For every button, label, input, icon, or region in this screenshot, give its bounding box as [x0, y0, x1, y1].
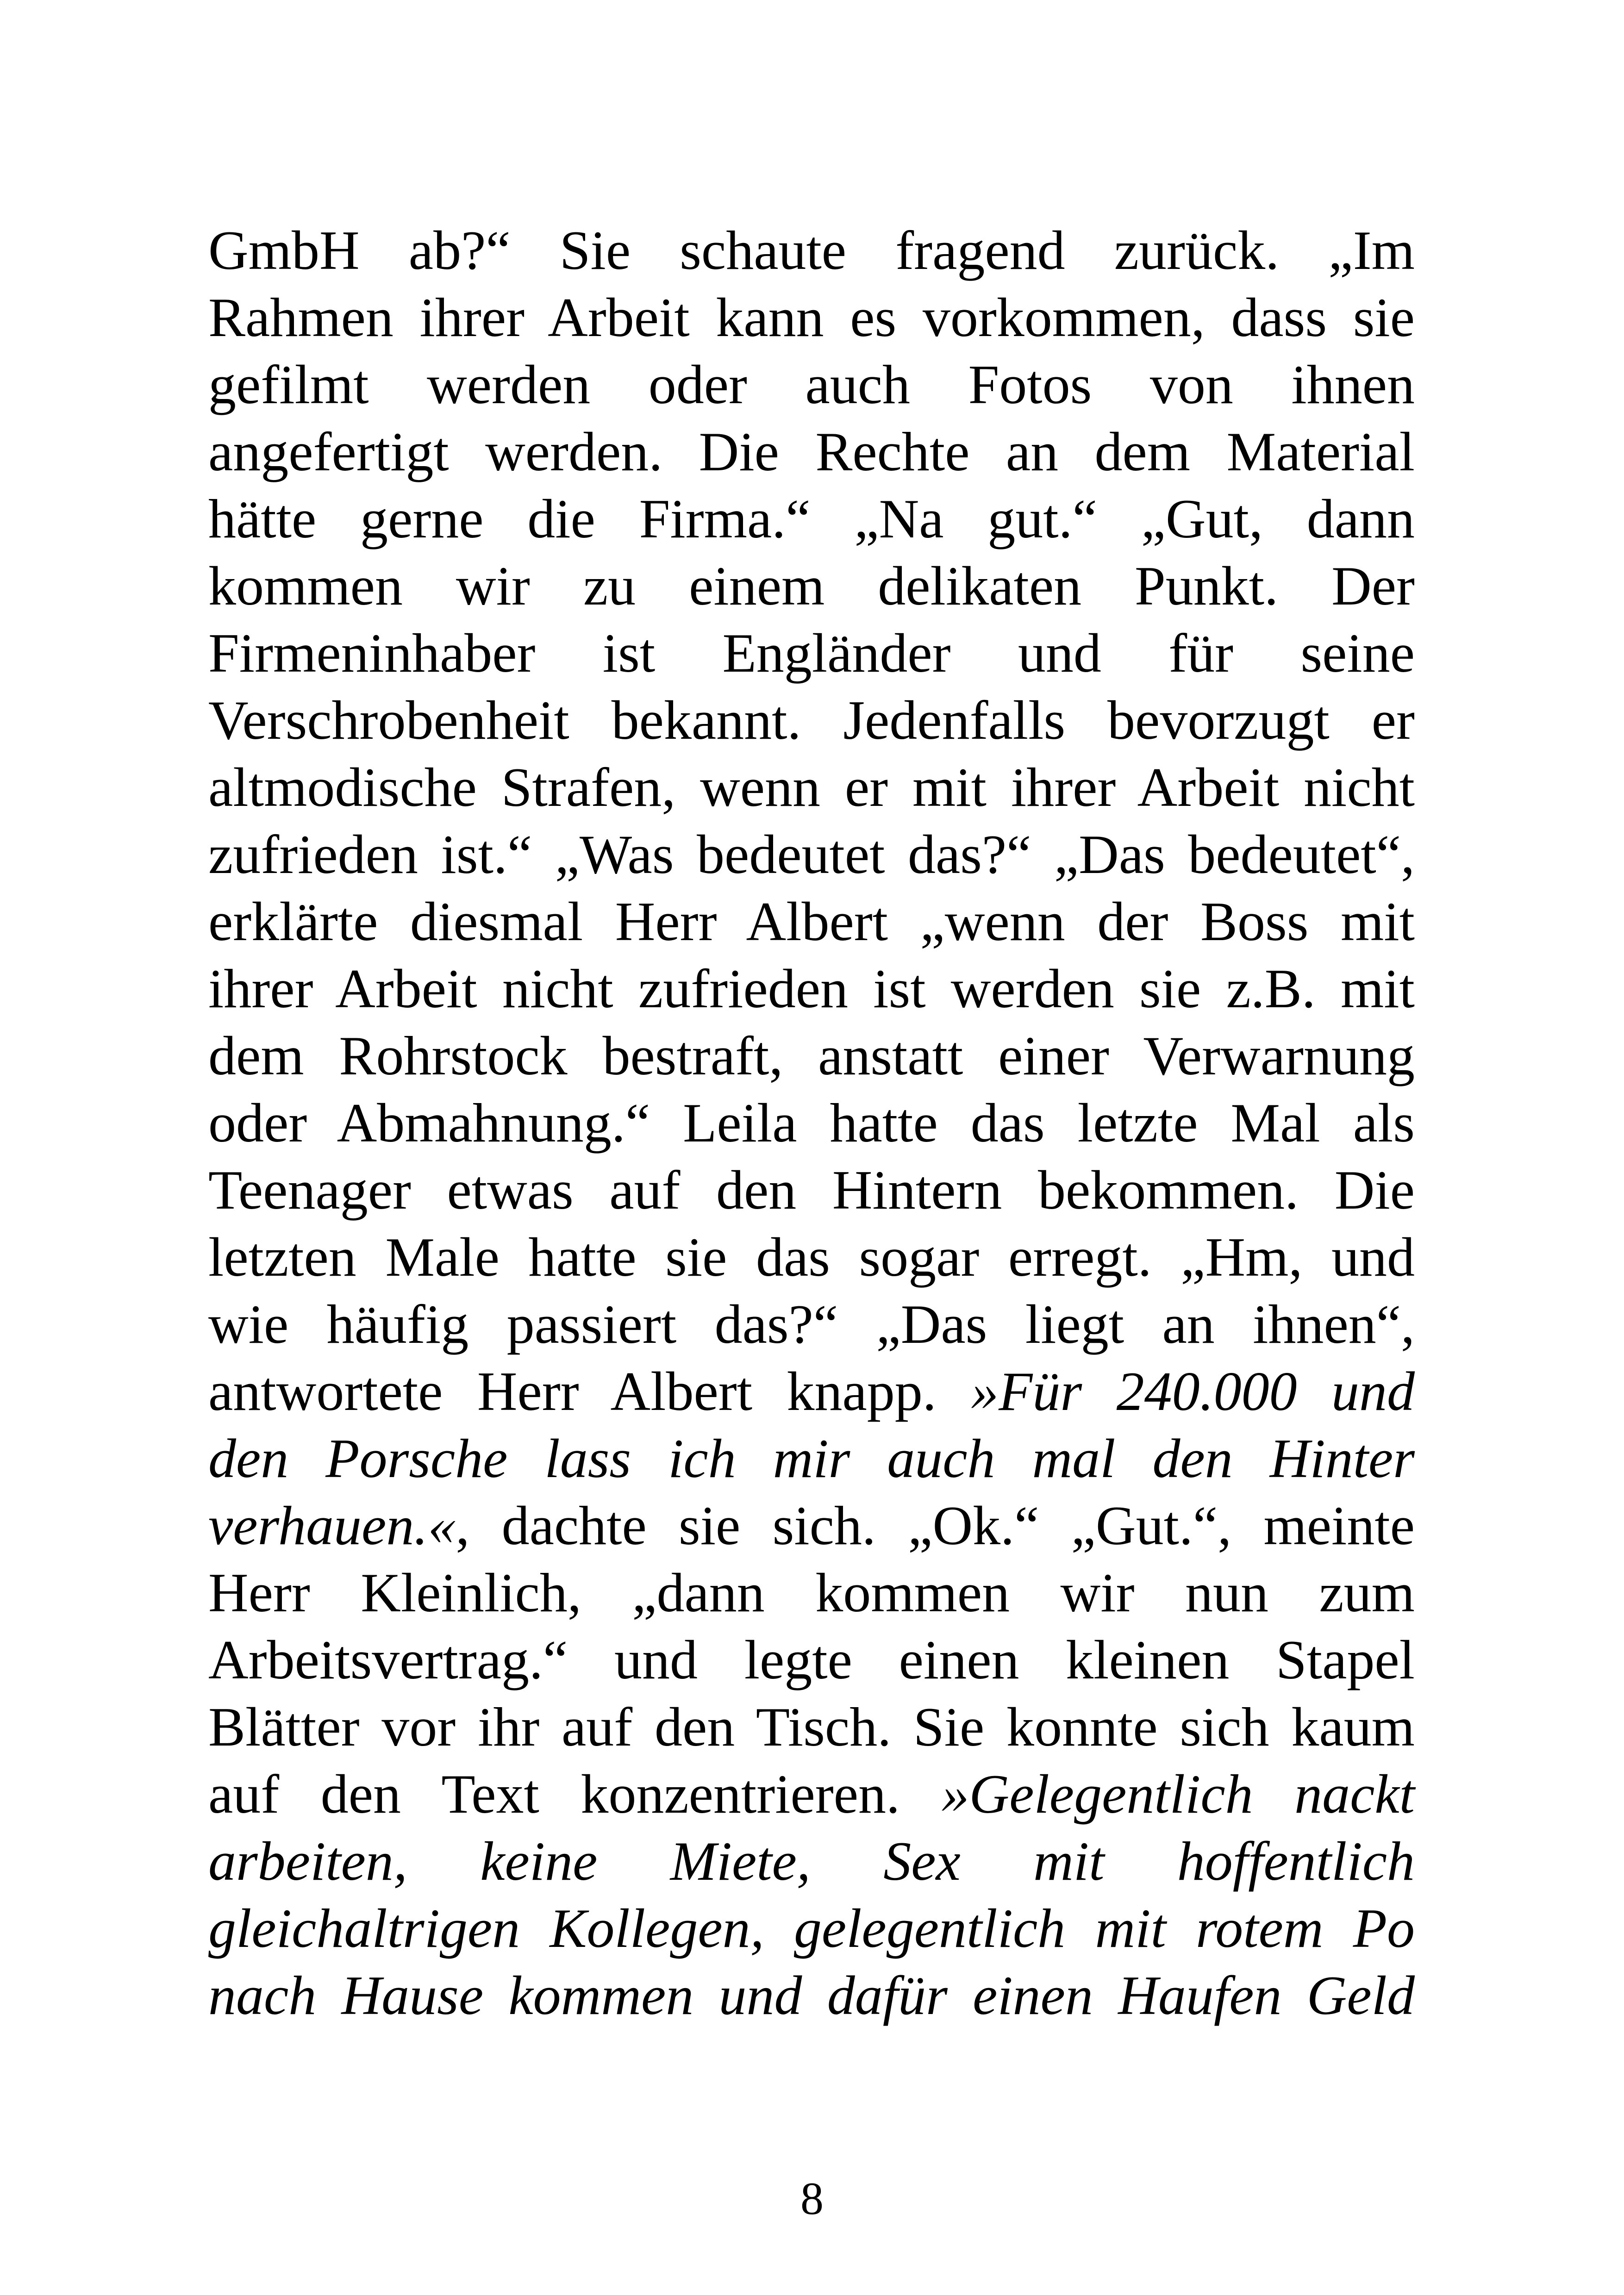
text-line [208, 284, 1415, 351]
text-line [208, 1760, 1415, 1827]
text-line [208, 1425, 1415, 1492]
text-segment: Arbeitsvertrag.“ und legte einen kleinen Stapel [208, 1629, 1415, 1690]
text-segment: erklärte diesmal Herr Albert „wenn der Boss mit [208, 891, 1415, 952]
text-line [208, 686, 1415, 754]
text-segment: letzten Male hatte sie das sogar erregt. „Hm, und [208, 1226, 1415, 1288]
text-line [208, 1492, 1415, 1559]
text-line [208, 821, 1415, 888]
italic-text-segment: »Gelegentlich nackt [941, 1763, 1415, 1825]
text-line [208, 1223, 1415, 1291]
text-line [208, 485, 1415, 552]
text-line [208, 1827, 1415, 1895]
text-line [208, 1626, 1415, 1693]
text-segment: gefilmt werden oder auch Fotos von ihnen [208, 354, 1415, 415]
text-line [208, 888, 1415, 955]
text-line [208, 1358, 1415, 1425]
text-line [208, 351, 1415, 418]
text-line [208, 1291, 1415, 1358]
text-segment: angefertigt werden. Die Rechte an dem Material [208, 421, 1415, 482]
text-line [208, 418, 1415, 485]
text-segment: antwortete Herr Albert knapp. [208, 1360, 971, 1422]
text-line [208, 1156, 1415, 1223]
text-segment: altmodische Strafen, wenn er mit ihrer Arbeit nicht [208, 756, 1415, 818]
text-segment: dem Rohrstock bestraft, anstatt einer Verwarnung [208, 1025, 1415, 1086]
text-line [208, 1962, 1415, 2029]
text-segment: zufrieden ist.“ „Was bedeutet das?“ „Das bedeutet“, [208, 823, 1415, 885]
italic-text-segment: verhauen.« [208, 1495, 456, 1556]
text-line [208, 619, 1415, 686]
text-line [208, 1693, 1415, 1760]
text-segment: hätte gerne die Firma.“ „Na gut.“ „Gut, dann [208, 488, 1415, 549]
italic-text-segment: »Für 240.000 und [971, 1360, 1415, 1422]
text-line [208, 1089, 1415, 1156]
text-segment: Blätter vor ihr auf den Tisch. Sie konnte sich kaum [208, 1696, 1415, 1758]
text-segment: ihrer Arbeit nicht zufrieden ist werden sie z.B. mit [208, 958, 1415, 1019]
text-segment: Teenager etwas auf den Hintern bekommen. Die [208, 1159, 1415, 1221]
page-number: 8 [800, 2173, 824, 2224]
text-segment: Rahmen ihrer Arbeit kann es vorkommen, dass sie [208, 287, 1415, 348]
italic-text-segment: nach Hause kommen und dafür einen Haufen Geld [208, 1964, 1415, 2026]
text-segment: kommen wir zu einem delikaten Punkt. Der [208, 555, 1415, 617]
text-line [208, 1559, 1415, 1626]
text-line [208, 552, 1415, 619]
italic-text-segment: arbeiten, keine Miete, Sex mit hoffentlich [208, 1830, 1415, 1892]
text-line [208, 1895, 1415, 1962]
text-segment: wie häufig passiert das?“ „Das liegt an ihnen“, [208, 1293, 1415, 1355]
text-line [208, 1022, 1415, 1089]
italic-text-segment: gleichaltrigen Kollegen, gelegentlich mit rotem Po [208, 1897, 1415, 1959]
text-segment: auf den Text konzentrieren. [208, 1763, 942, 1825]
text-line [208, 754, 1415, 821]
text-line [208, 217, 1415, 284]
text-segment: oder Abmahnung.“ Leila hatte das letzte Mal als [208, 1092, 1415, 1154]
text-segment: Firmeninhaber ist Engländer und für seine [208, 622, 1415, 684]
text-segment: GmbH ab?“ Sie schaute fragend zurück. „Im [208, 219, 1415, 281]
text-line [208, 955, 1415, 1022]
body-text [208, 217, 1415, 2029]
text-segment: , dachte sie sich. „Ok.“ „Gut.“, meinte [456, 1495, 1415, 1556]
text-segment: Verschrobenheit bekannt. Jedenfalls bevorzugt er [208, 689, 1415, 751]
italic-text-segment: den Porsche lass ich mir auch mal den Hinter [208, 1428, 1415, 1489]
text-segment: Herr Kleinlich, „dann kommen wir nun zum [208, 1562, 1415, 1623]
